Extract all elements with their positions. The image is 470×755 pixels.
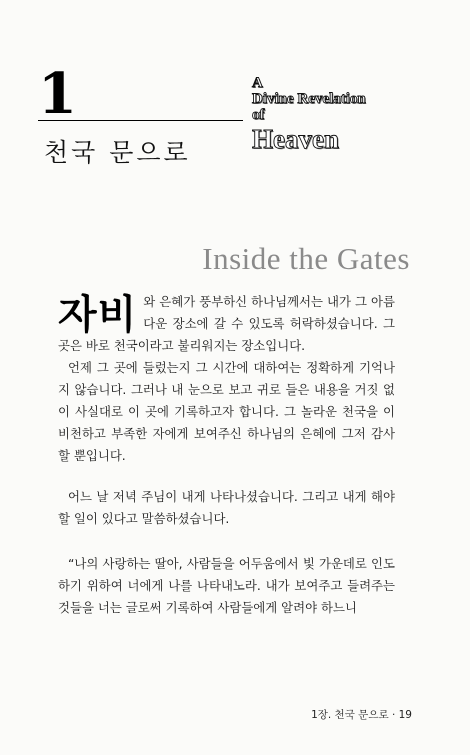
series-line-3: of: [252, 107, 265, 123]
chapter-number: 1: [38, 61, 77, 127]
chapter-rule: [38, 120, 243, 121]
paragraph-1b-text: 언제 그 곳에 들렀는지 그 시간에 대하여는 정확하게 기억나지 않습니다. 그러나 내 눈으로 보고 귀로 들은 내용을 거짓 없이 사실대로 이 곳에 기록하고자 합니다. 그 놀라운 천국을 이 비천하고 부족한 자에게 보여주신 하나님의 은혜에 그저 감사할 뿐입니다.: [58, 360, 395, 463]
series-logo: [252, 76, 392, 153]
section-title: Inside the Gates: [202, 241, 410, 276]
paragraph-1: [58, 291, 395, 467]
paragraph-2: [58, 486, 395, 530]
paragraph-2-text: 어느 날 저녁 주님이 내게 나타나셨습니다. 그리고 내게 해야할 일이 있다고 말씀하셨습니다.: [58, 489, 395, 526]
series-line-1: A: [252, 75, 263, 91]
paragraph-3-text: “나의 사랑하는 딸아, 사람들을 어두움에서 빛 가운데로 인도하기 위하여 너에게 나를 나타내노라. 내가 보여주고 들려주는 것들을 너는 글로써 기록하여 사람들에게 알려야 하느니: [58, 556, 395, 615]
series-line-2: Divine Revelation: [252, 91, 366, 107]
paragraph-1-text: 와 은혜가 풍부하신 하나님께서는 내가 그 아름다운 장소에 갈 수 있도록 허락하셨습니다. 그 곳은 바로 천국이라고 불리워지는 장소입니다.: [58, 294, 395, 353]
page-footer: 1장. 천국 문으로 · 19: [311, 709, 412, 721]
paragraph-3: [58, 553, 395, 619]
series-line-4: Heaven: [252, 124, 339, 154]
drop-cap: 자비: [58, 292, 138, 338]
chapter-title: 천국 문으로: [44, 138, 191, 167]
